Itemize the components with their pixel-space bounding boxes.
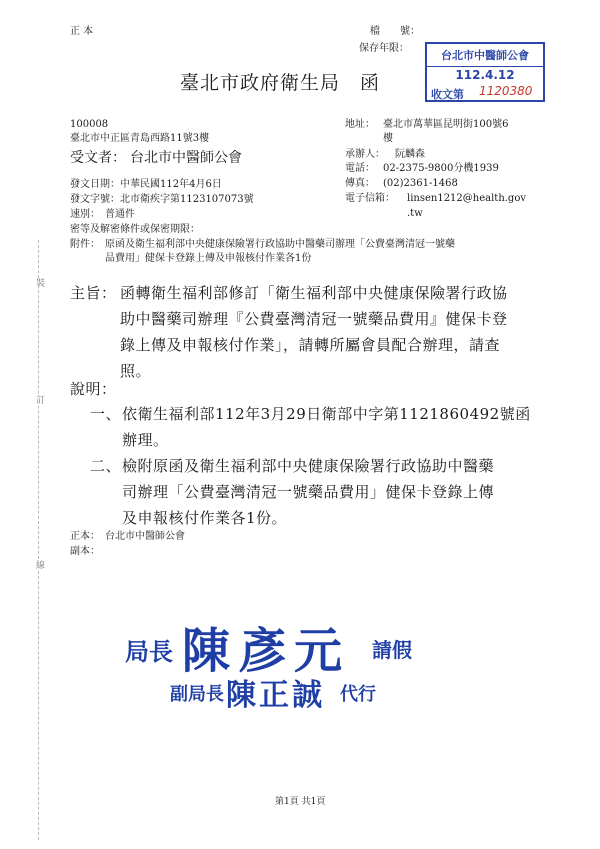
binding-mark-zhuang: 裝 bbox=[34, 278, 44, 287]
contact-address-line2: 樓 bbox=[383, 133, 393, 144]
issue-date-label: 發文日期： bbox=[70, 179, 120, 190]
issue-no: 北市衛疾字第1123107073號 bbox=[120, 194, 254, 205]
binding-mark-ding: 訂 bbox=[34, 395, 44, 404]
explanation-label: 說明： bbox=[70, 380, 117, 398]
copy-type: 正 本 bbox=[70, 26, 94, 37]
file-no-label: 檔 號： bbox=[370, 26, 420, 37]
explanation-item1-line2: 辦理。 bbox=[122, 431, 169, 449]
deputy-note: 代行 bbox=[340, 684, 376, 705]
contact-email-line2: .tw bbox=[407, 208, 423, 219]
deputy-title: 副局長 bbox=[170, 684, 224, 705]
attach-line2: 品費用」健保卡登錄上傳及申報核付作業各1份 bbox=[105, 253, 312, 264]
explanation-item2-line2: 司辦理「公費臺灣清冠一號藥品費用」健保卡登錄上傳 bbox=[122, 483, 495, 501]
subject-label: 主旨： bbox=[70, 284, 117, 302]
explanation-item2-num: 二、 bbox=[90, 457, 122, 475]
subject-line-2: 助中醫藥司辦理『公費臺灣清冠一號藥品費用』健保卡登 bbox=[120, 310, 508, 328]
secrecy: 密等及解密條件或保密期限： bbox=[70, 224, 200, 235]
contact-fax: (02)2361-1468 bbox=[383, 178, 458, 189]
contact-phone: 02-2375-9800分機1939 bbox=[383, 163, 499, 174]
binding-mark-xian: 線 bbox=[34, 560, 44, 569]
recipient-label: 受文者： bbox=[70, 150, 126, 166]
contact-address-label: 地址： bbox=[345, 119, 375, 130]
director-name: 陳彥元 bbox=[182, 623, 351, 679]
subject-line-3: 錄上傳及申報核付作業」，請轉所屬會員配合辦理，請查 bbox=[120, 336, 501, 354]
issue-date: 中華民國112年4月6日 bbox=[120, 179, 222, 190]
stamp-recv-label: 收文第 bbox=[431, 88, 464, 101]
contact-email-label: 電子信箱： bbox=[345, 193, 395, 204]
received-stamp bbox=[425, 42, 545, 102]
original-recipient: 台北市中醫師公會 bbox=[105, 531, 185, 542]
contact-phone-label: 電話： bbox=[345, 163, 375, 174]
stamp-recv-no: 1120380 bbox=[479, 84, 533, 98]
director-note: 請假 bbox=[372, 638, 412, 662]
recipient-name: 台北市中醫師公會 bbox=[130, 150, 242, 166]
speed-label: 速別： bbox=[70, 209, 100, 220]
attach-label: 附件： bbox=[70, 239, 100, 250]
binding-line bbox=[38, 240, 40, 840]
subject-line-4: 照。 bbox=[120, 362, 152, 380]
explanation-item2-line3: 及申報核付作業各1份。 bbox=[122, 509, 288, 527]
copy-recipient-label: 副本： bbox=[70, 546, 100, 557]
issue-no-label: 發文字號： bbox=[70, 194, 120, 205]
original-recipient-label: 正本： bbox=[70, 531, 100, 542]
subject-line-1: 函轉衛生福利部修訂「衛生福利部中央健康保險署行政協 bbox=[120, 284, 508, 302]
retention-label: 保存年限： bbox=[359, 43, 409, 54]
contact-handler-label: 承辦人： bbox=[345, 149, 385, 160]
contact-handler: 阮麟森 bbox=[395, 149, 425, 160]
document-title: 臺北市政府衛生局 函 bbox=[180, 72, 381, 94]
page-number: 第1頁 共1頁 bbox=[275, 797, 326, 807]
stamp-date: 112.4.12 bbox=[455, 68, 515, 82]
sender-zip: 100008 bbox=[70, 119, 109, 130]
contact-address-line1: 臺北市萬華區昆明街100號6 bbox=[383, 119, 509, 130]
contact-fax-label: 傳真： bbox=[345, 178, 375, 189]
contact-email-line1: linsen1212@health.gov bbox=[407, 193, 527, 204]
speed: 普通件 bbox=[105, 209, 135, 220]
stamp-org: 台北市中醫師公會 bbox=[427, 47, 543, 67]
sender-address: 臺北市中正區青島西路11號3樓 bbox=[70, 133, 210, 144]
attach-line1: 原函及衛生福利部中央健康保險署行政協助中醫藥司辦理「公費臺灣清冠一號藥 bbox=[105, 239, 455, 250]
explanation-item2-line1: 檢附原函及衛生福利部中央健康保險署行政協助中醫藥 bbox=[122, 457, 495, 475]
explanation-item1-num: 一、 bbox=[90, 405, 122, 423]
deputy-name: 陳正誠 bbox=[226, 678, 325, 713]
explanation-item1-line1: 依衛生福利部112年3月29日衛部中字第1121860492號函 bbox=[122, 405, 531, 423]
director-title: 局長 bbox=[125, 638, 173, 666]
